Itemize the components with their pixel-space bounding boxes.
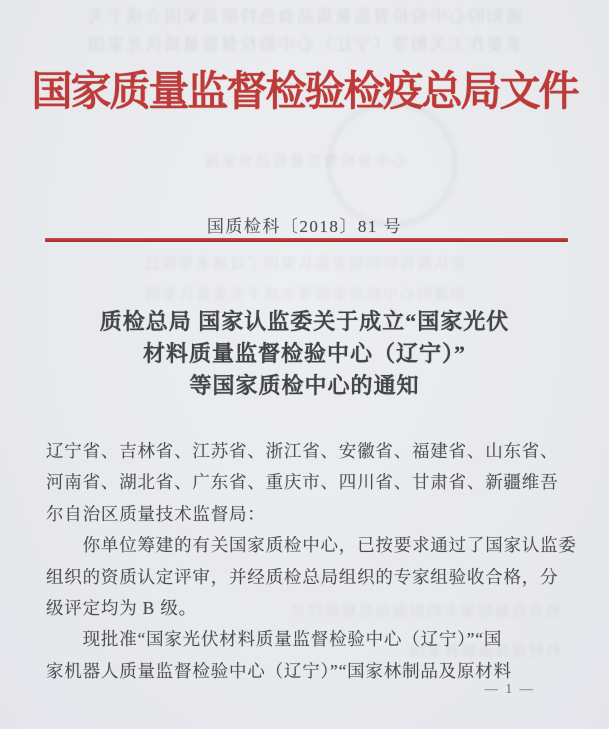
page-number: — 1 — [484, 681, 535, 696]
bleedthrough-text: 心中验检督监量质品食家国 [202, 154, 407, 170]
body-line-para2-1: 现批准“国家光伏材料质量监督检验中心（辽宁）”“国 [46, 629, 503, 650]
document-title-line-3: 等国家质检中心的通知 [189, 373, 420, 398]
body-line-para1-2: 组织的资质认定评审，并经质检总局组织的专家组验收合格，分 [46, 566, 559, 587]
body-line-addressee-1: 辽宁省、吉林省、江苏省、浙江省、安徽省、福建省、山东省、 [46, 441, 559, 461]
document-title-line-2: 材料质量监督检验中心（辽宁）” [142, 341, 466, 366]
red-separator-rule [45, 238, 568, 242]
bleedthrough-text: 料材原及品制林家国 [408, 644, 562, 660]
bleedthrough-text: 格合收验组家专的织组局总检质经并 [288, 604, 561, 620]
body-line-addressee-3: 尔自治区质量技术监督局： [46, 503, 266, 524]
body-line-para1-3: 级评定均为 B 级。 [46, 598, 197, 619]
seal-ghost-circle [328, 102, 456, 226]
document-number: 国质检科〔2018〕81 号 [206, 217, 403, 236]
bleedthrough-text: 定认质资的织组委监认家国了过通求要按已 [143, 256, 467, 272]
document-title [0, 306, 609, 402]
bleedthrough-text: 知通的心中检质家国等立成于关委监认家国 [143, 287, 467, 303]
document-title-line-1: 质检总局 国家认监委关于成立“国家光伏 [99, 309, 510, 334]
document-body [46, 436, 577, 687]
letterhead-org-title: 国家质量监督检验检疫总局文件 [31, 68, 578, 114]
bleedthrough-text: 求要作工关相等（宁辽）心中验检督监量质伏光家国 [86, 35, 523, 54]
body-line-addressee-2: 河南省、湖北省、广东省、重庆市、四川省、甘肃省、新疆维吾 [46, 472, 559, 493]
body-line-para2-2: 家机器人质量监督检验中心（辽宁）”“国家林制品及原材料 [46, 660, 512, 681]
body-line-para1-1: 你单位筹建的有关国家质检中心，已按要求通过了国家认监委 [46, 535, 577, 556]
bleedthrough-text: 通知的心中验检督监量质品食色特原高家国立成于关 [86, 7, 523, 26]
